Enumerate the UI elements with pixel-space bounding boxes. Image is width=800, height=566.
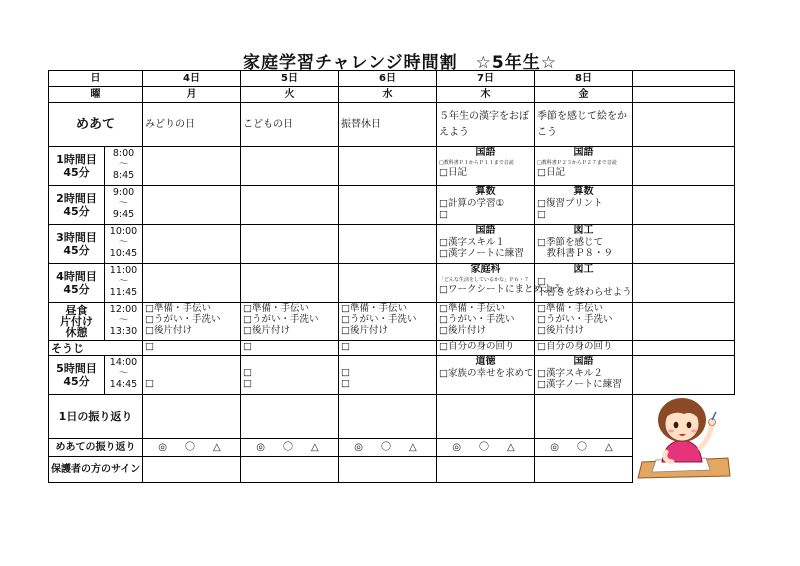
date-mon: 4日 (143, 71, 241, 87)
empty-cell (633, 225, 735, 264)
cell-mon[interactable]: □ (143, 356, 241, 395)
period-time: 9:00 ～ 9:45 (105, 186, 143, 225)
date-thu: 7日 (437, 71, 535, 87)
souji-row (49, 341, 735, 356)
cell-tue[interactable] (241, 395, 339, 439)
cell-wed[interactable] (339, 186, 437, 225)
cell-wed[interactable]: □ (339, 341, 437, 356)
sign-mon[interactable] (143, 457, 241, 483)
period-5-row (49, 356, 735, 395)
cell-fri[interactable]: 国語 □教科書Ｐ２３からＰ２７まで音読 □日記 (535, 147, 633, 186)
empty-cell (633, 341, 735, 356)
period-2-row (49, 186, 735, 225)
empty-cell (633, 71, 735, 87)
dow-thu: 木 (437, 87, 535, 103)
lunch-label: 昼食 片付け 休憩 (49, 303, 105, 341)
guardian-label: 保護者の方のサイン (49, 457, 143, 483)
empty-cell (633, 103, 735, 147)
cell-tue[interactable] (241, 225, 339, 264)
cell-fri[interactable]: 国語 □漢字スキル２ □漢字ノートに練習 (535, 356, 633, 395)
page-title: 家庭学習チャレンジ時間割 ☆5年生☆ (243, 53, 557, 73)
cell-fri[interactable]: □自分の身の回り (535, 341, 633, 356)
empty-cell (633, 303, 735, 341)
date-row (49, 71, 735, 87)
cell-mon[interactable] (143, 186, 241, 225)
cell-mon[interactable] (143, 395, 241, 439)
lunch-time: 12:00 ～ 13:30 (105, 303, 143, 341)
period-label: 5時間目 45分 (49, 356, 105, 395)
cell-wed[interactable] (339, 264, 437, 303)
period-4-row (49, 264, 735, 303)
cell-thu[interactable]: 国語 □教科書Ｐ１からＰ１１まで音読 □日記 (437, 147, 535, 186)
cell-tue[interactable] (241, 147, 339, 186)
cell-mon[interactable] (143, 147, 241, 186)
marks-tue[interactable]: ◎ 〇 △ (241, 439, 339, 457)
day-label: 日 (49, 71, 143, 87)
cell-thu[interactable] (437, 395, 535, 439)
goal-label: めあて (49, 103, 143, 147)
cell-tue[interactable]: □ (241, 341, 339, 356)
period-3-row (49, 225, 735, 264)
lunch-row (49, 303, 735, 341)
empty-cell (633, 264, 735, 303)
goal-wed[interactable]: 振替休日 (339, 103, 437, 147)
period-time: 8:00 ～ 8:45 (105, 147, 143, 186)
cell-thu[interactable]: 家庭科 「どんな生活をしているかな」Ｐ６・７ □ワークシートにまとめよう (437, 264, 535, 303)
dow-tue: 火 (241, 87, 339, 103)
dow-row (49, 87, 735, 103)
cell-fri[interactable]: 図工 □ 下書きを終わらせよう (535, 264, 633, 303)
period-label: 4時間目 45分 (49, 264, 105, 303)
cell-tue[interactable] (241, 186, 339, 225)
cell-wed[interactable] (339, 225, 437, 264)
empty-cell (633, 356, 735, 395)
empty-cell (633, 87, 735, 103)
dow-fri: 金 (535, 87, 633, 103)
period-time: 11:00 ～ 11:45 (105, 264, 143, 303)
period-label: 1時間目 45分 (49, 147, 105, 186)
cell-fri[interactable]: □準備・手伝い □うがい・手洗い □後片付け (535, 303, 633, 341)
cell-thu[interactable]: 国語 □漢字スキル１ □漢字ノートに練習 (437, 225, 535, 264)
cell-fri[interactable]: 図工 □季節を感じて 教科書Ｐ８・９ (535, 225, 633, 264)
cell-tue[interactable] (241, 264, 339, 303)
cell-mon[interactable]: □準備・手伝い □うがい・手洗い □後片付け (143, 303, 241, 341)
date-tue: 5日 (241, 71, 339, 87)
period-label: 3時間目 45分 (49, 225, 105, 264)
reflection-label: 1日の振り返り (49, 395, 143, 439)
cell-mon[interactable]: □ (143, 341, 241, 356)
sign-thu[interactable] (437, 457, 535, 483)
sign-fri[interactable] (535, 457, 633, 483)
period-time: 14:00 ～ 14:45 (105, 356, 143, 395)
period-1-row (49, 147, 735, 186)
cell-tue[interactable]: □ □ (241, 356, 339, 395)
marks-mon[interactable]: ◎ 〇 △ (143, 439, 241, 457)
goal-row (49, 103, 735, 147)
marks-wed[interactable]: ◎ 〇 △ (339, 439, 437, 457)
cell-wed[interactable] (339, 147, 437, 186)
cell-tue[interactable]: □準備・手伝い □うがい・手洗い □後片付け (241, 303, 339, 341)
period-time: 10:00 ～ 10:45 (105, 225, 143, 264)
date-fri: 8日 (535, 71, 633, 87)
goal-tue[interactable]: こどもの日 (241, 103, 339, 147)
dow-mon: 月 (143, 87, 241, 103)
goal-mon[interactable]: みどりの日 (143, 103, 241, 147)
goal-reflection-label: めあての振り返り (49, 439, 143, 457)
studying-girl-illustration (632, 390, 732, 480)
marks-thu[interactable]: ◎ 〇 △ (437, 439, 535, 457)
cell-wed[interactable]: □準備・手伝い □うがい・手洗い □後片付け (339, 303, 437, 341)
cell-mon[interactable] (143, 225, 241, 264)
cell-thu[interactable]: 道徳 □家族の幸せを求めて (437, 356, 535, 395)
souji-label: そうじ (49, 341, 143, 356)
goal-fri[interactable]: 季節を感じて絵をかこう (535, 103, 633, 147)
cell-fri[interactable]: 算数 □復習プリント □ (535, 186, 633, 225)
cell-wed[interactable]: □ □ (339, 356, 437, 395)
goal-thu[interactable]: ５年生の漢字をおぼえよう (437, 103, 535, 147)
cell-mon[interactable] (143, 264, 241, 303)
date-wed: 6日 (339, 71, 437, 87)
cell-thu[interactable]: □準備・手伝い □うがい・手洗い □後片付け (437, 303, 535, 341)
cell-thu[interactable]: □自分の身の回り (437, 341, 535, 356)
sign-wed[interactable] (339, 457, 437, 483)
cell-thu[interactable]: 算数 □計算の学習① □ (437, 186, 535, 225)
sign-tue[interactable] (241, 457, 339, 483)
marks-fri[interactable]: ◎ 〇 △ (535, 439, 633, 457)
cell-wed[interactable] (339, 395, 437, 439)
dow-wed: 水 (339, 87, 437, 103)
empty-cell (633, 147, 735, 186)
cell-fri[interactable] (535, 395, 633, 439)
period-label: 2時間目 45分 (49, 186, 105, 225)
empty-cell (633, 186, 735, 225)
dow-label: 曜 (49, 87, 143, 103)
